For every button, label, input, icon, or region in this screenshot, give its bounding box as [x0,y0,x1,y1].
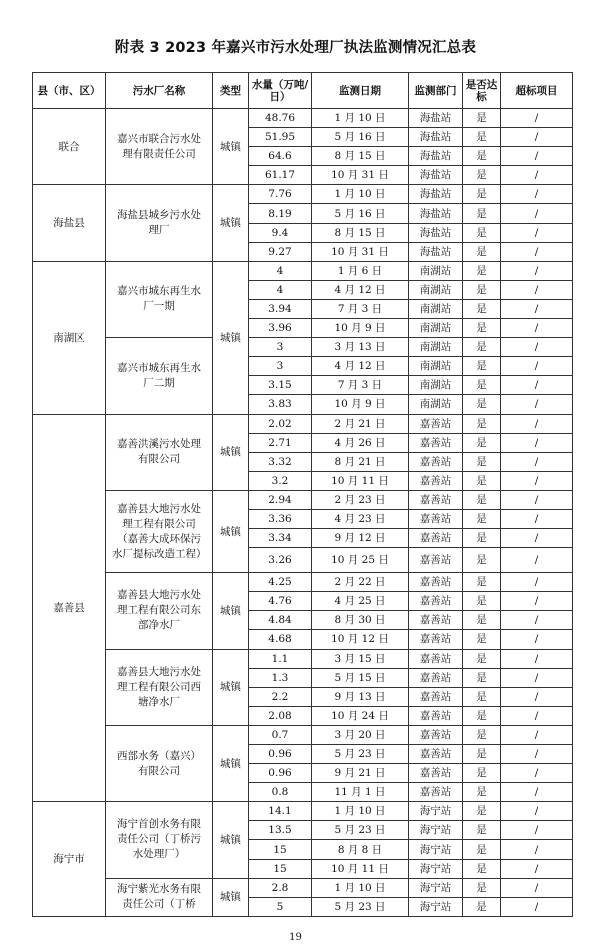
plant-name-cell: 嘉善县大地污水处理工程有限公司东部净水厂 [106,573,213,649]
date-cell: 8 月 8 日 [312,840,409,859]
department-cell: 南湖站 [409,261,463,280]
date-cell: 1 月 10 日 [312,802,409,821]
department-cell: 海盐站 [409,223,463,242]
table-row [33,649,573,668]
exceed-cell: / [501,764,573,783]
department-cell: 海盐站 [409,147,463,166]
compliant-cell: 是 [463,280,501,299]
exceed-cell: / [501,433,573,452]
exceed-cell: / [501,204,573,223]
exceed-cell: / [501,452,573,471]
page-title: 附表 3 2023 年嘉兴市污水处理厂执法监测情况汇总表 [114,40,477,56]
compliant-cell: 是 [463,376,501,395]
exceed-cell: / [501,649,573,668]
compliant-cell: 是 [463,109,501,128]
type-cell: 城镇 [213,490,249,572]
volume-cell: 3.83 [249,395,312,414]
plant-name-cell: 海宁首创水务有限责任公司（丁桥污水处理厂） [106,802,213,878]
exceed-cell: / [501,821,573,840]
compliant-cell: 是 [463,319,501,338]
compliant-cell: 是 [463,452,501,471]
exceed-cell: / [501,166,573,185]
volume-cell: 3.15 [249,376,312,395]
department-cell: 嘉善站 [409,471,463,490]
department-cell: 嘉善站 [409,414,463,433]
volume-cell: 4.25 [249,573,312,592]
volume-cell: 3.96 [249,319,312,338]
exceed-cell: / [501,878,573,897]
department-cell: 南湖站 [409,280,463,299]
county-cell: 嘉善县 [33,414,106,802]
compliant-cell: 是 [463,395,501,414]
volume-cell: 3.36 [249,509,312,528]
compliant-cell: 是 [463,687,501,706]
department-cell: 南湖站 [409,357,463,376]
volume-cell: 7.76 [249,185,312,204]
department-cell: 嘉善站 [409,725,463,744]
table-row [33,802,573,821]
date-cell: 5 月 23 日 [312,821,409,840]
date-cell: 5 月 23 日 [312,897,409,916]
type-cell: 城镇 [213,261,249,414]
compliant-cell: 是 [463,840,501,859]
date-cell: 11 月 1 日 [312,783,409,802]
department-cell: 嘉善站 [409,592,463,611]
date-cell: 5 月 15 日 [312,668,409,687]
department-cell: 海宁站 [409,897,463,916]
date-cell: 2 月 21 日 [312,414,409,433]
date-cell: 7 月 3 日 [312,376,409,395]
compliant-cell: 是 [463,147,501,166]
volume-cell: 61.17 [249,166,312,185]
plant-name-cell: 嘉善县大地污水处理工程有限公司西塘净水厂 [106,649,213,725]
exceed-cell: / [501,490,573,509]
type-cell: 城镇 [213,802,249,878]
type-cell: 城镇 [213,573,249,649]
date-cell: 4 月 25 日 [312,592,409,611]
date-cell: 2 月 22 日 [312,573,409,592]
exceed-cell: / [501,745,573,764]
plant-name-cell: 嘉善县大地污水处理工程有限公司（嘉善大成环保污水厂提标改造工程） [106,490,213,572]
exceed-cell: / [501,319,573,338]
date-cell: 8 月 15 日 [312,223,409,242]
date-cell: 8 月 30 日 [312,611,409,630]
compliant-cell: 是 [463,592,501,611]
volume-cell: 4.84 [249,611,312,630]
volume-cell: 8.19 [249,204,312,223]
date-cell: 5 月 16 日 [312,128,409,147]
type-cell: 城镇 [213,185,249,261]
exceed-cell: / [501,611,573,630]
date-cell: 10 月 9 日 [312,319,409,338]
department-cell: 海宁站 [409,821,463,840]
table-row [33,414,573,433]
plant-name-cell: 嘉兴市联合污水处理有限责任公司 [106,109,213,185]
volume-cell: 15 [249,840,312,859]
department-cell: 南湖站 [409,376,463,395]
table-row [33,490,573,509]
date-cell: 1 月 10 日 [312,185,409,204]
volume-cell: 9.27 [249,242,312,261]
department-cell: 嘉善站 [409,548,463,573]
compliant-cell: 是 [463,764,501,783]
exceed-cell: / [501,897,573,916]
compliant-cell: 是 [463,414,501,433]
exceed-cell: / [501,592,573,611]
department-cell: 嘉善站 [409,687,463,706]
date-cell: 2 月 23 日 [312,490,409,509]
compliant-cell: 是 [463,529,501,548]
type-cell: 城镇 [213,109,249,185]
plant-name-cell: 海宁紫光水务有限责任公司（丁桥 [106,878,213,916]
header-department: 监测部门 [409,73,463,109]
compliant-cell: 是 [463,745,501,764]
compliant-cell: 是 [463,668,501,687]
exceed-cell: / [501,548,573,573]
volume-cell: 3.94 [249,299,312,318]
date-cell: 4 月 12 日 [312,357,409,376]
department-cell: 海宁站 [409,859,463,878]
department-cell: 嘉善站 [409,668,463,687]
page-number: 19 [289,932,302,943]
department-cell: 嘉善站 [409,706,463,725]
date-cell: 10 月 24 日 [312,706,409,725]
volume-cell: 2.71 [249,433,312,452]
exceed-cell: / [501,573,573,592]
compliant-cell: 是 [463,433,501,452]
volume-cell: 4.68 [249,630,312,649]
plant-name-cell: 嘉善洪溪污水处理有限公司 [106,414,213,490]
exceed-cell: / [501,338,573,357]
county-cell: 海宁市 [33,802,106,917]
compliant-cell: 是 [463,878,501,897]
department-cell: 海宁站 [409,840,463,859]
date-cell: 7 月 3 日 [312,299,409,318]
volume-cell: 3 [249,338,312,357]
date-cell: 8 月 15 日 [312,147,409,166]
header-exceed-items: 超标项目 [501,73,573,109]
type-cell: 城镇 [213,725,249,801]
plant-name-cell: 西部水务（嘉兴）有限公司 [106,725,213,801]
department-cell: 海宁站 [409,802,463,821]
compliant-cell: 是 [463,261,501,280]
compliant-cell: 是 [463,338,501,357]
compliant-cell: 是 [463,166,501,185]
compliant-cell: 是 [463,490,501,509]
department-cell: 嘉善站 [409,611,463,630]
county-cell: 联合 [33,109,106,185]
date-cell: 10 月 25 日 [312,548,409,573]
compliant-cell: 是 [463,128,501,147]
volume-cell: 3.2 [249,471,312,490]
date-cell: 4 月 12 日 [312,280,409,299]
volume-cell: 0.8 [249,783,312,802]
header-plant-name: 污水厂名称 [106,73,213,109]
exceed-cell: / [501,802,573,821]
volume-cell: 2.94 [249,490,312,509]
exceed-cell: / [501,223,573,242]
date-cell: 3 月 20 日 [312,725,409,744]
department-cell: 海宁站 [409,878,463,897]
exceed-cell: / [501,687,573,706]
compliant-cell: 是 [463,223,501,242]
date-cell: 5 月 16 日 [312,204,409,223]
department-cell: 海盐站 [409,204,463,223]
volume-cell: 13.5 [249,821,312,840]
volume-cell: 3 [249,357,312,376]
department-cell: 海盐站 [409,128,463,147]
compliant-cell: 是 [463,897,501,916]
volume-cell: 14.1 [249,802,312,821]
exceed-cell: / [501,706,573,725]
exceed-cell: / [501,529,573,548]
volume-cell: 2.2 [249,687,312,706]
plant-name-cell: 海盐县城乡污水处理厂 [106,185,213,261]
volume-cell: 5 [249,897,312,916]
department-cell: 嘉善站 [409,490,463,509]
date-cell: 9 月 13 日 [312,687,409,706]
date-cell: 1 月 6 日 [312,261,409,280]
compliant-cell: 是 [463,783,501,802]
compliant-cell: 是 [463,242,501,261]
department-cell: 海盐站 [409,242,463,261]
exceed-cell: / [501,840,573,859]
compliant-cell: 是 [463,725,501,744]
date-cell: 5 月 23 日 [312,745,409,764]
exceed-cell: / [501,261,573,280]
exceed-cell: / [501,630,573,649]
table-row [33,725,573,744]
date-cell: 3 月 15 日 [312,649,409,668]
table-header-row [33,73,573,109]
county-cell: 南湖区 [33,261,106,414]
volume-cell: 2.8 [249,878,312,897]
department-cell: 嘉善站 [409,745,463,764]
table-row [33,338,573,357]
compliant-cell: 是 [463,548,501,573]
volume-cell: 15 [249,859,312,878]
department-cell: 嘉善站 [409,529,463,548]
compliant-cell: 是 [463,706,501,725]
volume-cell: 2.08 [249,706,312,725]
exceed-cell: / [501,859,573,878]
department-cell: 南湖站 [409,395,463,414]
date-cell: 10 月 11 日 [312,471,409,490]
exceed-cell: / [501,783,573,802]
exceed-cell: / [501,376,573,395]
volume-cell: 3.32 [249,452,312,471]
date-cell: 10 月 31 日 [312,166,409,185]
department-cell: 海盐站 [409,166,463,185]
department-cell: 嘉善站 [409,433,463,452]
table-row [33,109,573,128]
date-cell: 3 月 13 日 [312,338,409,357]
exceed-cell: / [501,242,573,261]
department-cell: 嘉善站 [409,573,463,592]
monitoring-table [32,72,573,917]
department-cell: 嘉善站 [409,764,463,783]
volume-cell: 1.1 [249,649,312,668]
volume-cell: 3.34 [249,529,312,548]
volume-cell: 51.95 [249,128,312,147]
header-volume: 水量（万吨/日） [249,73,312,109]
volume-cell: 48.76 [249,109,312,128]
compliant-cell: 是 [463,630,501,649]
volume-cell: 0.96 [249,745,312,764]
date-cell: 1 月 10 日 [312,878,409,897]
date-cell: 10 月 31 日 [312,242,409,261]
department-cell: 嘉善站 [409,509,463,528]
exceed-cell: / [501,185,573,204]
exceed-cell: / [501,299,573,318]
department-cell: 嘉善站 [409,630,463,649]
compliant-cell: 是 [463,299,501,318]
compliant-cell: 是 [463,802,501,821]
county-cell: 海盐县 [33,185,106,261]
compliant-cell: 是 [463,471,501,490]
exceed-cell: / [501,128,573,147]
header-compliant: 是否达标 [463,73,501,109]
header-type: 类型 [213,73,249,109]
header-county: 县（市、区） [33,73,106,109]
volume-cell: 4 [249,280,312,299]
table-row [33,185,573,204]
type-cell: 城镇 [213,414,249,490]
volume-cell: 64.6 [249,147,312,166]
department-cell: 南湖站 [409,319,463,338]
exceed-cell: / [501,357,573,376]
compliant-cell: 是 [463,649,501,668]
date-cell: 9 月 21 日 [312,764,409,783]
exceed-cell: / [501,109,573,128]
compliant-cell: 是 [463,573,501,592]
compliant-cell: 是 [463,611,501,630]
department-cell: 南湖站 [409,299,463,318]
date-cell: 10 月 9 日 [312,395,409,414]
compliant-cell: 是 [463,185,501,204]
volume-cell: 1.3 [249,668,312,687]
exceed-cell: / [501,471,573,490]
department-cell: 南湖站 [409,338,463,357]
compliant-cell: 是 [463,509,501,528]
table-row [33,573,573,592]
plant-name-cell: 嘉兴市城东再生水厂二期 [106,338,213,414]
date-cell: 10 月 12 日 [312,630,409,649]
volume-cell: 9.4 [249,223,312,242]
department-cell: 海盐站 [409,185,463,204]
exceed-cell: / [501,395,573,414]
volume-cell: 3.26 [249,548,312,573]
date-cell: 4 月 26 日 [312,433,409,452]
table-body [33,109,573,917]
type-cell: 城镇 [213,878,249,916]
department-cell: 嘉善站 [409,452,463,471]
compliant-cell: 是 [463,204,501,223]
compliant-cell: 是 [463,357,501,376]
department-cell: 嘉善站 [409,649,463,668]
date-cell: 4 月 23 日 [312,509,409,528]
exceed-cell: / [501,280,573,299]
date-cell: 10 月 11 日 [312,859,409,878]
date-cell: 9 月 12 日 [312,529,409,548]
volume-cell: 0.7 [249,725,312,744]
date-cell: 1 月 10 日 [312,109,409,128]
header-date: 监测日期 [312,73,409,109]
exceed-cell: / [501,509,573,528]
volume-cell: 0.96 [249,764,312,783]
department-cell: 嘉善站 [409,783,463,802]
volume-cell: 2.02 [249,414,312,433]
table-row [33,261,573,280]
compliant-cell: 是 [463,821,501,840]
exceed-cell: / [501,147,573,166]
type-cell: 城镇 [213,649,249,725]
exceed-cell: / [501,668,573,687]
exceed-cell: / [501,414,573,433]
plant-name-cell: 嘉兴市城东再生水厂一期 [106,261,213,337]
department-cell: 海盐站 [409,109,463,128]
table-row [33,878,573,897]
exceed-cell: / [501,725,573,744]
volume-cell: 4 [249,261,312,280]
volume-cell: 4.76 [249,592,312,611]
compliant-cell: 是 [463,859,501,878]
date-cell: 8 月 21 日 [312,452,409,471]
